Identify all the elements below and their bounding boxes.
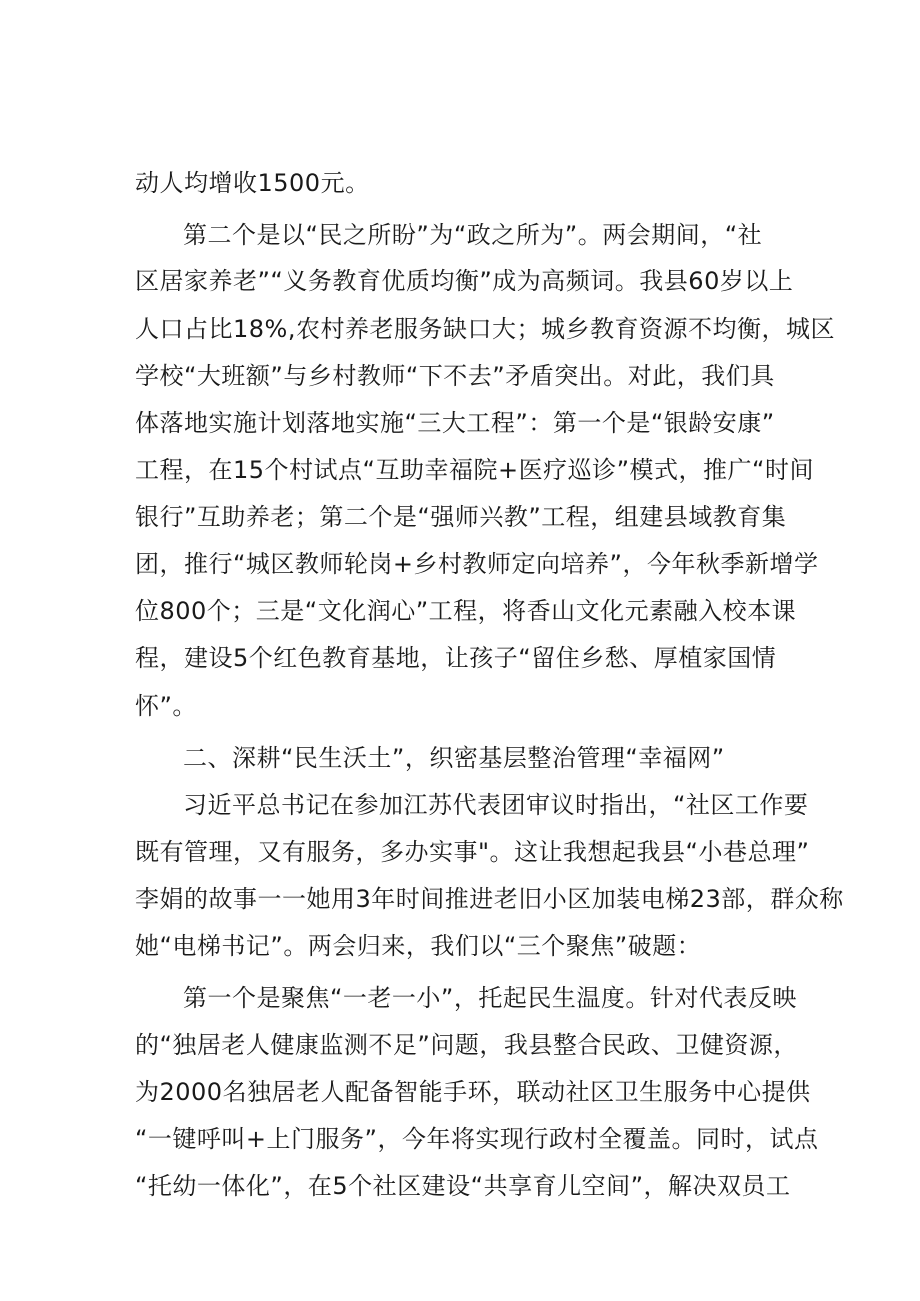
text-line: 位800个；三是“文化润心”工程，将香山文化元素融入校本课 [135,597,797,625]
text-line: “一键呼叫+上门服务”，今年将实现行政村全覆盖。同时，试点 [135,1125,819,1153]
text-line: 的“独居老人健康监测不足”问题，我县整合民政、卫健资源， [135,1031,798,1059]
text-line: 动人均增收1500元。 [135,169,370,197]
text-line: 工程，在15个村试点“互助幸福院+医疗巡诊”模式，推广“时间 [135,456,814,484]
text-line: 团，推行“城区教师轮岗+乡村教师定向培养”，今年秋季新增学 [135,550,819,578]
text-line: 程，建设5个红色教育基地，让孩子“留住乡愁、厚植家国情 [135,644,777,672]
text-line: “托幼一体化”，在5个社区建设“共享育儿空间”，解决双员工 [135,1172,791,1200]
text-line: 为2000名独居老人配备智能手环，联动社区卫生服务中心提供 [135,1078,811,1106]
text-line: 银行”互助养老；第二个是“强师兴教”工程，组建县域教育集 [135,503,787,531]
text-line: 区居家养老”“义务教育优质均衡”成为高频词。我县60岁以上 [135,267,794,295]
section-heading: 二、深耕“民生沃土”，织密基层整治管理“幸福网” [183,744,725,772]
text-line: 习近平总书记在参加江苏代表团审议时指出，“社区工作要 [183,791,809,819]
text-line: 第一个是聚焦“一老一小”，托起民生温度。针对代表反映 [183,984,797,1012]
text-line: 第二个是以“民之所盼”为“政之所为”。两会期间，“社 [183,221,763,249]
text-line: 既有管理，又有服务，多办实事"。这让我想起我县“小巷总理” [135,838,810,866]
text-line: 怀”。 [135,692,197,720]
text-line: 李娟的故事一一她用3年时间推进老旧小区加装电梯23部，群众称 [135,885,844,913]
text-line: 体落地实施计划落地实施“三大工程”：第一个是“银龄安康” [135,409,775,437]
text-line: 学校“大班额”与乡村教师“下不去”矛盾突出。对此，我们具 [135,362,775,390]
text-line: 她“电梯书记”。两会归来，我们以“三个聚焦”破题： [135,932,702,960]
text-line: 人口占比18%,农村养老服务缺口大；城乡教育资源不均衡，城区 [135,315,835,343]
